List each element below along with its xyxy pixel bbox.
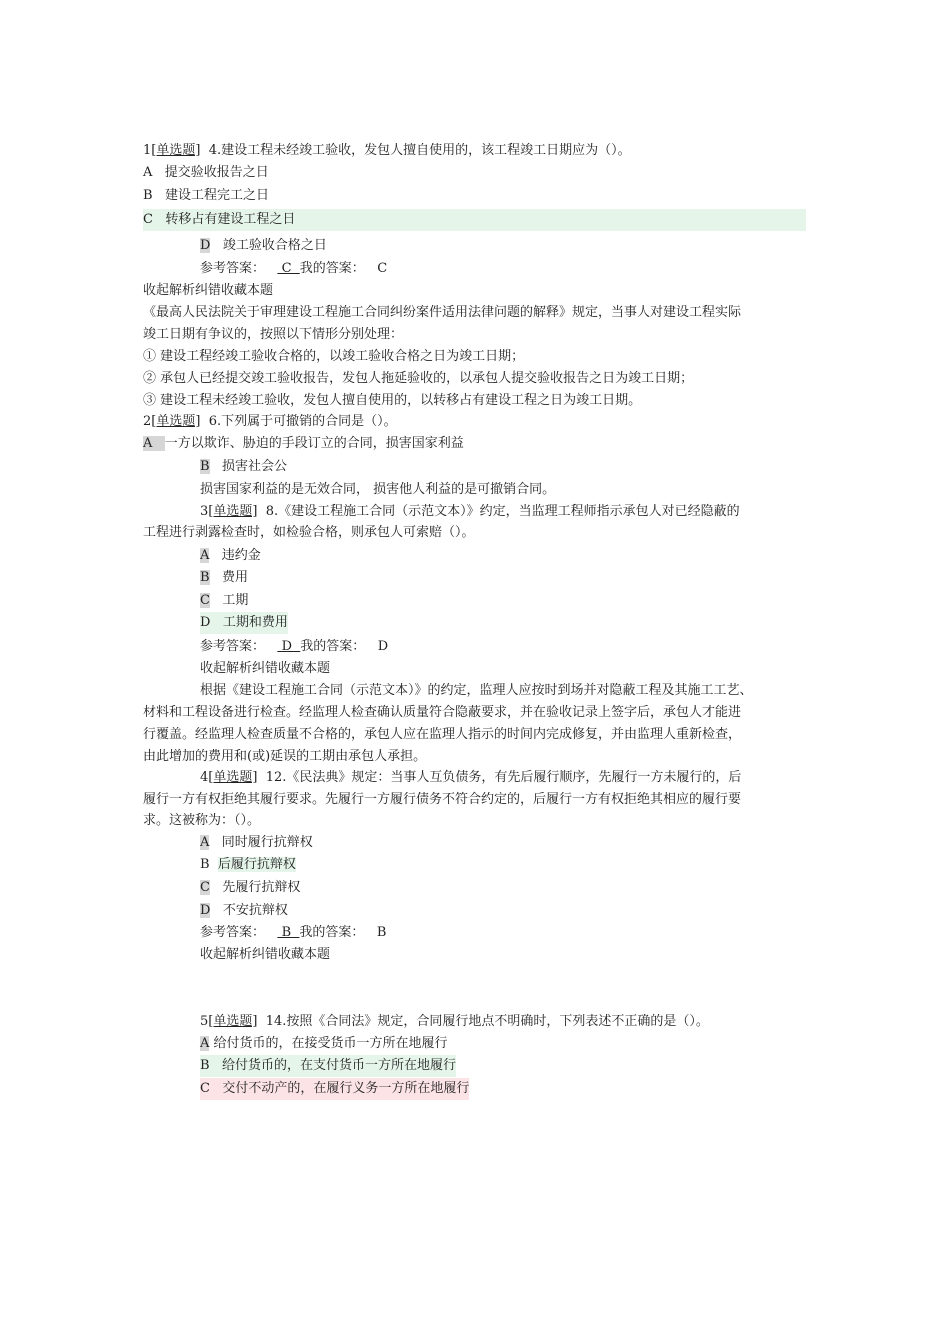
question-type-tag[interactable]: [单选题] [208,770,258,785]
question-text-cont: 履行一方有权拒绝其履行要求。先履行一方履行债务不符合约定的，后履行一方有权拒绝其相应的履行要 [143,792,742,807]
option-text: 工期和费用 [222,615,288,630]
option-letter: A [200,835,210,850]
analysis-actions[interactable]: 收起解析纠错收藏本题 [143,283,274,298]
question-text: 14.按照《合同法》规定，合同履行地点不明确时，下列表述不正确的是（）。 [265,1014,709,1029]
explanation-line: ③ 建设工程未经竣工验收，发包人擅自使用的，以转移占有建设工程之日为竣工日期。 [143,393,642,408]
question-1-header [143,140,631,162]
option-text: 同时履行抗辩权 [221,835,313,850]
option-text: 竣工验收合格之日 [222,238,327,253]
option-text: 建设工程完工之日 [164,188,269,203]
question-2-header [143,411,397,433]
option-text: 后履行抗辩权 [217,857,296,872]
option-b[interactable] [200,567,248,589]
option-text: 费用 [221,570,248,585]
my-answer: B [376,925,387,940]
option-a[interactable] [200,1033,448,1055]
reference-answer-label: 参考答案： [200,261,266,276]
option-letter: C [200,1081,210,1096]
option-a[interactable] [200,832,313,854]
option-a[interactable] [143,433,464,455]
analysis-actions[interactable]: 收起解析纠错收藏本题 [200,947,331,962]
my-answer-label: 我的答案： [299,261,365,276]
option-letter: C [200,880,210,895]
option-text: 给付货币的，在支付货币一方所在地履行 [221,1058,456,1073]
explanation-line: 材料和工程设备进行检查。经监理人检查确认质量符合隐蔽要求，并在验收记录上签字后，承包人才能进 [143,705,742,720]
question-text: 4.建设工程未经竣工验收，发包人擅自使用的，该工程竣工日期应为（）。 [208,143,631,158]
answer-row [200,922,386,944]
option-a[interactable] [200,545,261,567]
answer-row [200,636,388,658]
option-text: 不安抗辩权 [222,903,288,918]
option-text: 交付不动产的，在履行义务一方所在地履行 [222,1081,470,1096]
answer-row [200,258,387,280]
option-letter: B [200,857,210,872]
option-b[interactable] [143,185,269,207]
question-text: 6.下列属于可撤销的合同是（）。 [208,414,397,429]
my-answer: D [377,639,389,654]
reference-answer: C [281,261,292,276]
option-letter: A [200,548,210,563]
option-text: 违约金 [221,548,261,563]
question-text-cont: 工程进行剥露检查时，如检验合格，则承包人可索赔（）。 [143,525,475,540]
reference-answer-label: 参考答案： [200,925,266,940]
my-answer-label: 我的答案： [300,639,366,654]
option-c[interactable] [200,590,248,612]
explanation-line: 由此增加的费用和(或)延误的工期由承包人承担。 [143,749,427,764]
option-text: 给付货币的，在接受货币一方所在地履行 [213,1036,448,1051]
option-b[interactable] [200,456,287,478]
question-type-tag[interactable]: [单选题] [151,143,201,158]
question-5-header [200,1011,709,1033]
explanation-line: ② 承包人已经提交竣工验收报告，发包人拖延验收的，以承包人提交验收报告之日为竣工日期； [143,371,694,386]
option-letter: D [200,238,211,253]
option-text: 提交验收报告之日 [164,165,269,180]
option-letter: B [200,459,210,474]
option-letter: A [143,436,165,451]
option-c[interactable] [200,877,300,899]
question-3-header [200,501,740,523]
question-4-header [200,767,741,789]
option-d[interactable] [200,235,327,257]
option-d[interactable] [200,900,288,922]
question-type-tag[interactable]: [单选题] [151,414,201,429]
option-letter: B [200,570,210,585]
question-number: 2 [143,414,152,429]
question-number: 4 [200,770,209,785]
question-number: 3 [200,504,209,519]
question-text: 8.《建设工程施工合同（示范文本）》约定，当监理工程师指示承包人对已经隐蔽的 [265,504,740,519]
explanation-line: 《最高人民法院关于审理建设工程施工合同纠纷案件适用法律问题的解释》规定，当事人对建设工程实际 [143,305,742,320]
reference-answer-label: 参考答案： [200,639,266,654]
option-letter: C [143,212,153,227]
option-letter: A [200,1036,210,1051]
option-c-correct[interactable] [143,209,806,231]
explanation-line: ① 建设工程经竣工验收合格的，以竣工验收合格之日为竣工日期； [143,349,525,364]
reference-answer: D [281,639,292,654]
option-b-correct[interactable] [200,1055,456,1077]
question-type-tag[interactable]: [单选题] [208,1014,258,1029]
option-c-wrong[interactable] [200,1078,469,1100]
analysis-actions[interactable]: 收起解析纠错收藏本题 [200,661,331,676]
reference-answer: B [281,925,292,940]
option-letter: B [143,188,153,203]
question-type-tag[interactable]: [单选题] [208,504,258,519]
option-letter: C [200,593,210,608]
option-text: 转移占有建设工程之日 [165,212,296,227]
question-number: 1 [143,143,152,158]
option-letter: A [143,165,153,180]
question-text: 12.《民法典》规定：当事人互负债务，有先后履行顺序，先履行一方未履行的，后 [265,770,742,785]
option-letter: D [200,615,211,630]
explanation-note: 损害国家利益的是无效合同， 损害他人利益的是可撤销合同。 [200,482,556,497]
option-text: 一方以欺诈、胁迫的手段订立的合同，损害国家利益 [164,436,464,451]
question-text-cont: 求。这被称为：（）。 [143,813,261,828]
explanation-line: 竣工日期有争议的，按照以下情形分别处理： [143,327,404,342]
option-d-correct[interactable] [200,612,288,634]
option-letter: B [200,1058,210,1073]
option-text: 损害社会公 [221,459,287,474]
question-number: 5 [200,1014,209,1029]
my-answer-label: 我的答案： [299,925,365,940]
option-a[interactable] [143,162,269,184]
option-text: 先履行抗辩权 [222,880,301,895]
option-letter: D [200,903,211,918]
option-text: 工期 [222,593,249,608]
explanation-line: 根据《建设工程施工合同（示范文本）》的约定，监理人应按时到场并对隐蔽工程及其施工工艺、 [200,683,753,698]
explanation-line: 行覆盖。经监理人检查质量不合格的，承包人应在监理人指示的时间内完成修复，并由监理人重新检查， [143,727,742,742]
option-b-correct[interactable] [200,854,296,876]
my-answer: C [377,261,388,276]
